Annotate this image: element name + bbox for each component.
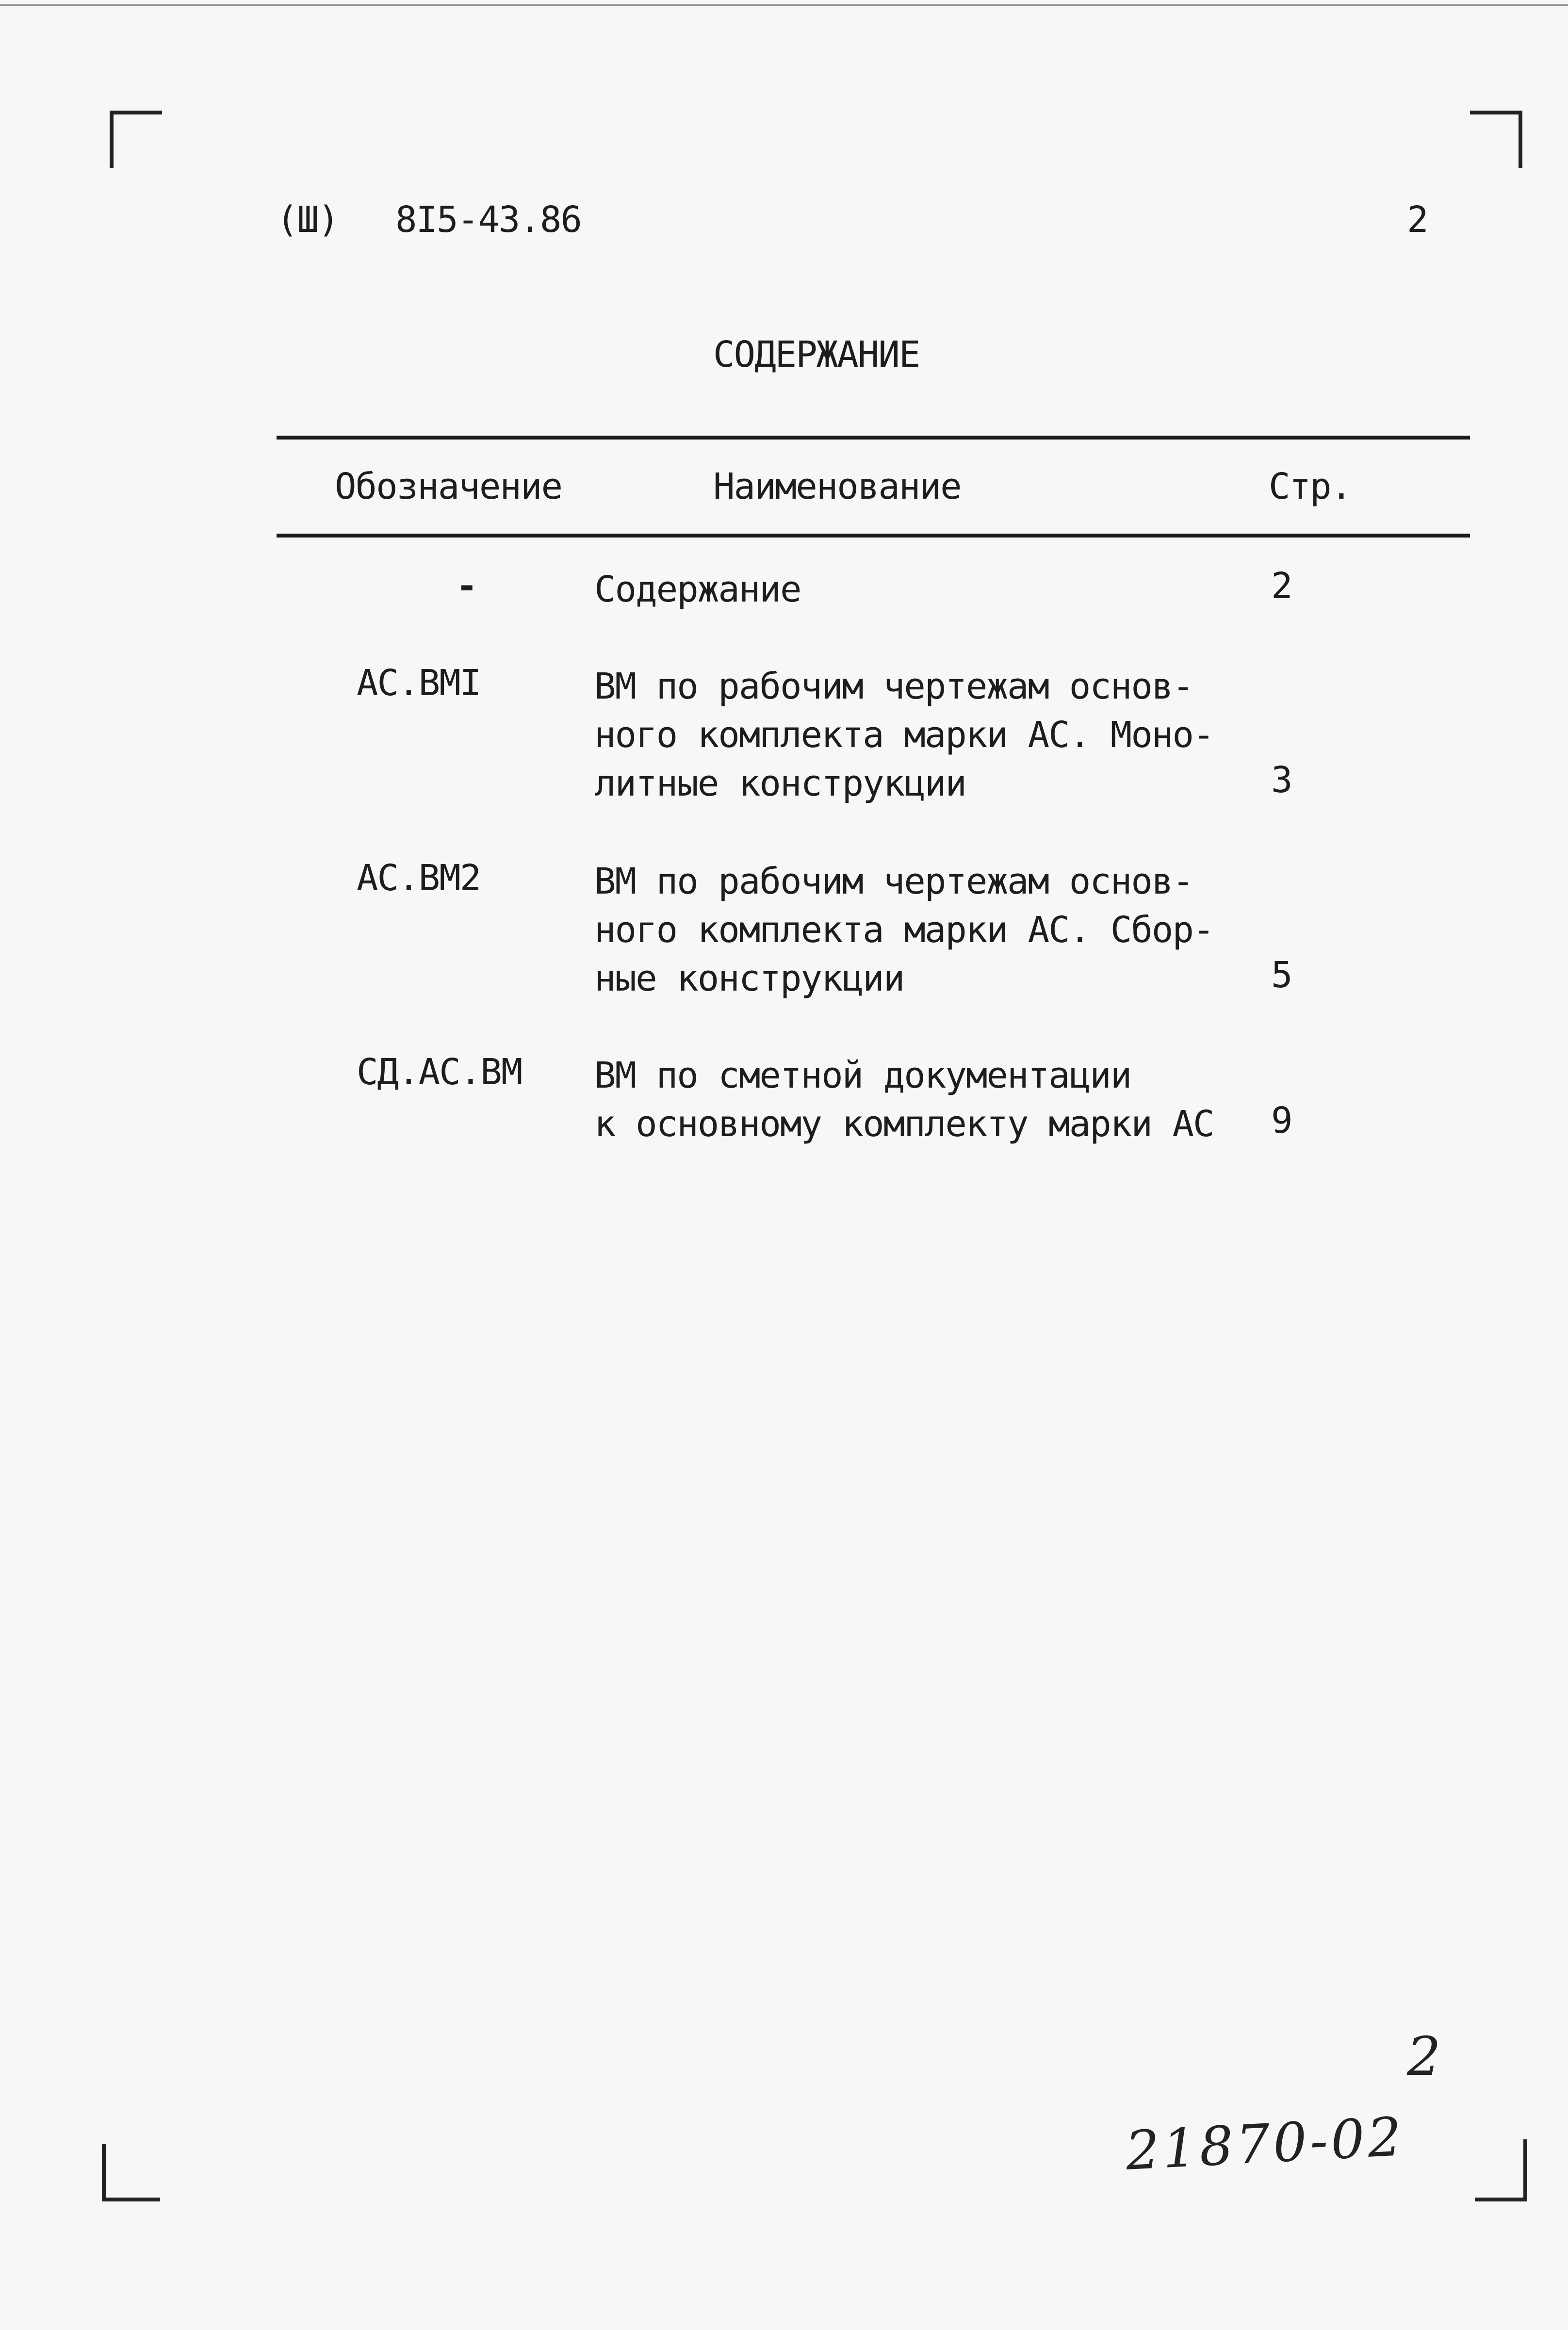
column-header-page: Стр. bbox=[1269, 466, 1352, 507]
document-number: 8I5-43.86 bbox=[395, 199, 581, 241]
row-code: АС.ВМ2 bbox=[357, 857, 481, 899]
row-name: ВМ по рабочим чертежам основ- ного комплекта марки АС. Моно- литные конструкции bbox=[594, 666, 1214, 804]
column-header-name: Наименование bbox=[713, 466, 961, 507]
corner-mark-bottom-right bbox=[1475, 2139, 1527, 2201]
row-code: - bbox=[456, 565, 478, 607]
row-code: СД.АС.ВМ bbox=[357, 1051, 522, 1093]
row-page: 2 bbox=[1271, 565, 1293, 607]
column-header-designation: Обозначение bbox=[335, 466, 562, 507]
handwritten-page-number: 2 bbox=[1407, 2025, 1441, 2087]
row-page: 3 bbox=[1271, 759, 1293, 801]
row-name: ВМ по рабочим чертежам основ- ного комплекта марки АС. Сбор- ные конструкции bbox=[594, 861, 1214, 999]
scan-edge-line bbox=[0, 4, 1568, 6]
corner-mark-top-left bbox=[110, 111, 162, 168]
page-title: СОДЕРЖАНИЕ bbox=[713, 334, 920, 375]
row-code: АС.ВМI bbox=[357, 662, 481, 704]
row-name: ВМ по сметной документации к основному комплекту марки АС bbox=[594, 1055, 1214, 1145]
row-page: 5 bbox=[1271, 954, 1293, 996]
table-top-rule bbox=[277, 436, 1470, 440]
corner-mark-bottom-left bbox=[102, 2144, 160, 2201]
header-code: (Ш) bbox=[277, 199, 339, 241]
handwritten-archive-number: 21870-02 bbox=[1124, 2105, 1406, 2182]
row-page: 9 bbox=[1271, 1100, 1293, 1141]
table-header-rule bbox=[277, 534, 1470, 538]
header-page-number: 2 bbox=[1407, 199, 1428, 241]
corner-mark-top-right bbox=[1470, 111, 1522, 168]
row-name: Содержание bbox=[594, 569, 801, 610]
